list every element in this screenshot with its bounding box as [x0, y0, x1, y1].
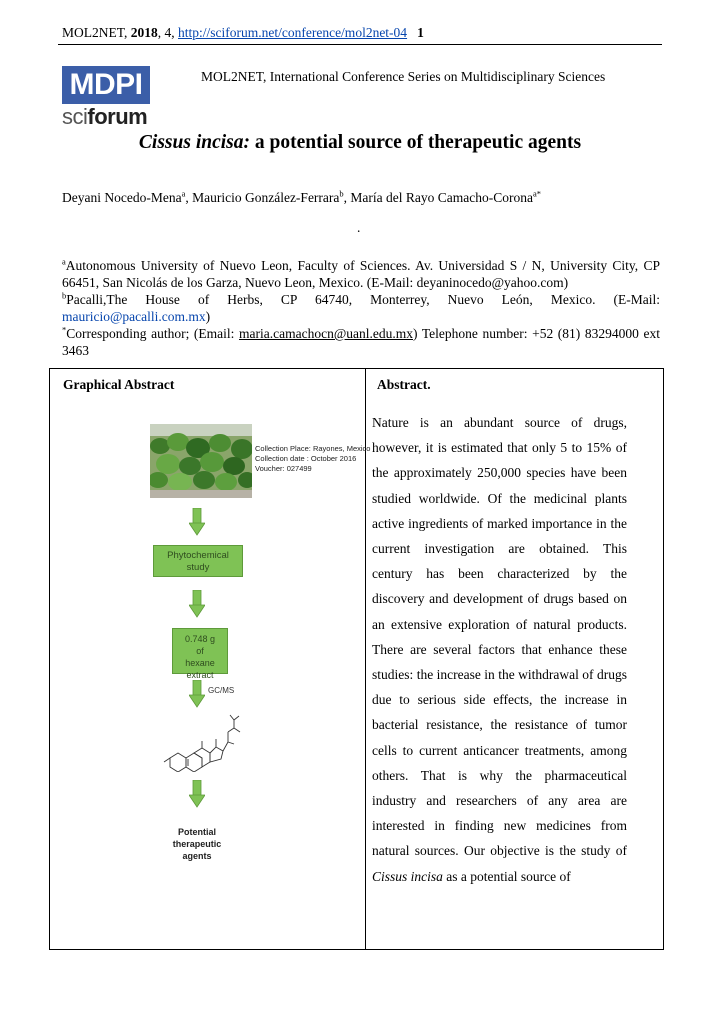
- collection-date: Collection date : October 2016: [255, 454, 357, 463]
- down-arrow-icon: [189, 780, 205, 808]
- author-2-affil: b: [339, 188, 344, 199]
- journal-year: 2018: [130, 25, 158, 40]
- hexane-extract-box: [172, 628, 228, 680]
- title-rest: a potential source of therapeutic agents: [249, 132, 582, 153]
- collection-place: Collection Place: Rayones, Mexico: [255, 444, 371, 453]
- affiliation-a-mark: a: [62, 256, 66, 267]
- author-list: [62, 190, 541, 206]
- down-arrow-icon: [189, 590, 205, 618]
- page-number: 1: [417, 25, 424, 40]
- abstract-body: [372, 410, 627, 889]
- gcms-label: GC/MS: [208, 686, 235, 695]
- result-line3: agents: [182, 851, 212, 861]
- author-3: , María del Rayo Camacho-Corona: [343, 190, 533, 205]
- plant-photo: [150, 424, 252, 498]
- graphical-abstract-heading: Graphical Abstract: [63, 377, 175, 392]
- author-2: , Mauricio González-Ferrara: [185, 190, 340, 205]
- affiliations: [62, 257, 660, 359]
- step2-line1: 0.748 g: [184, 634, 216, 644]
- result-line2: therapeutic: [172, 839, 222, 849]
- affiliation-b-text: Pacalli,The House of Herbs, CP 64740, Monterrey, Nuevo León, Mexico. (E-Mail:: [66, 292, 660, 307]
- abstract-species: Cissus incisa: [372, 868, 443, 884]
- potential-agents-label: [150, 826, 244, 862]
- sciforum-logo-sci: sci: [62, 104, 88, 129]
- phytochemical-study-box: [153, 545, 243, 577]
- corresponding-mark: *: [62, 324, 67, 335]
- running-header: [62, 25, 424, 41]
- sciforum-logo-forum: forum: [87, 104, 148, 129]
- header-rule: [58, 44, 662, 45]
- step2-line3: hexane extract: [185, 658, 215, 680]
- abstract-heading: Abstract.: [377, 377, 431, 392]
- affiliation-a: [62, 257, 660, 291]
- affiliation-b-mark: b: [62, 290, 67, 301]
- step1-line2: study: [186, 562, 210, 573]
- affiliation-b-end: ): [205, 309, 211, 324]
- abstract-text: Nature is an abundant source of drugs, however, it is estimated that only 5 to 15% of the approximately 250,000 species have been studied worldwide. Of the medicinal plants active ingredients of marked importance in the current investigation are obtained. This century has been characterized by the discovery and development of drugs based on an extensive exploration of natural products. There are several factors that enhance these studies: the increase in the withdrawal of drugs due to serious side effects, the increase in bacterial resistance, the resistance of tumor cells to current anticancer treatments, among others. That is why the pharmaceutical industry and researchers of any area are interested in finding new medicines from natural sources. Our objective is the study of: [372, 415, 627, 859]
- title-species: Cissus incisa:: [138, 132, 250, 153]
- result-line1: Potential: [177, 827, 216, 837]
- author-1: Deyani Nocedo-Mena: [62, 190, 182, 205]
- author-3-affil: a*: [532, 188, 542, 199]
- voucher-number: Voucher: 027499: [255, 464, 312, 473]
- affiliation-a-text: Autonomous University of Nuevo Leon, Faculty of Sciences. Av. Universidad S / N, University City, CP 66451, San Nicolás de los Garza, Nuevo Leon, Mexico. (E-Mail: deyaninocedo@yahoo.com): [62, 258, 660, 290]
- corresponding-phone: ) Telephone number: +52 (81) 83294000 ext 3463: [62, 326, 660, 358]
- paper-title: [0, 132, 720, 154]
- sciforum-logo: [62, 104, 147, 130]
- step1-line1: Phytochemical: [167, 550, 229, 561]
- corresponding-author: [62, 325, 660, 359]
- conference-series: MOL2NET, International Conference Series on Multidisciplinary Sciences: [201, 69, 606, 84]
- affiliation-b-email-link[interactable]: mauricio@pacalli.com.mx: [62, 309, 206, 324]
- author-1-affil: a: [181, 188, 186, 199]
- conference-link[interactable]: http://sciforum.net/conference/mol2net-04: [178, 25, 408, 40]
- mdpi-logo: MDPI: [62, 66, 150, 104]
- collection-info: [255, 444, 370, 474]
- abstract-text-end: as a potential source of: [442, 868, 571, 884]
- corresponding-email[interactable]: maria.camachocn@uanl.edu.mx: [239, 326, 414, 341]
- steroid-structure-icon: [162, 714, 242, 772]
- separator-dot: .: [357, 220, 361, 235]
- affiliation-b: [62, 291, 660, 325]
- step2-line2: of: [196, 646, 204, 656]
- journal-volume: , 4,: [157, 25, 178, 40]
- down-arrow-icon: [189, 508, 205, 536]
- journal-name: MOL2NET,: [62, 25, 131, 40]
- down-arrow-icon: [189, 680, 205, 708]
- corresponding-text: Corresponding author; (Email:: [66, 326, 240, 341]
